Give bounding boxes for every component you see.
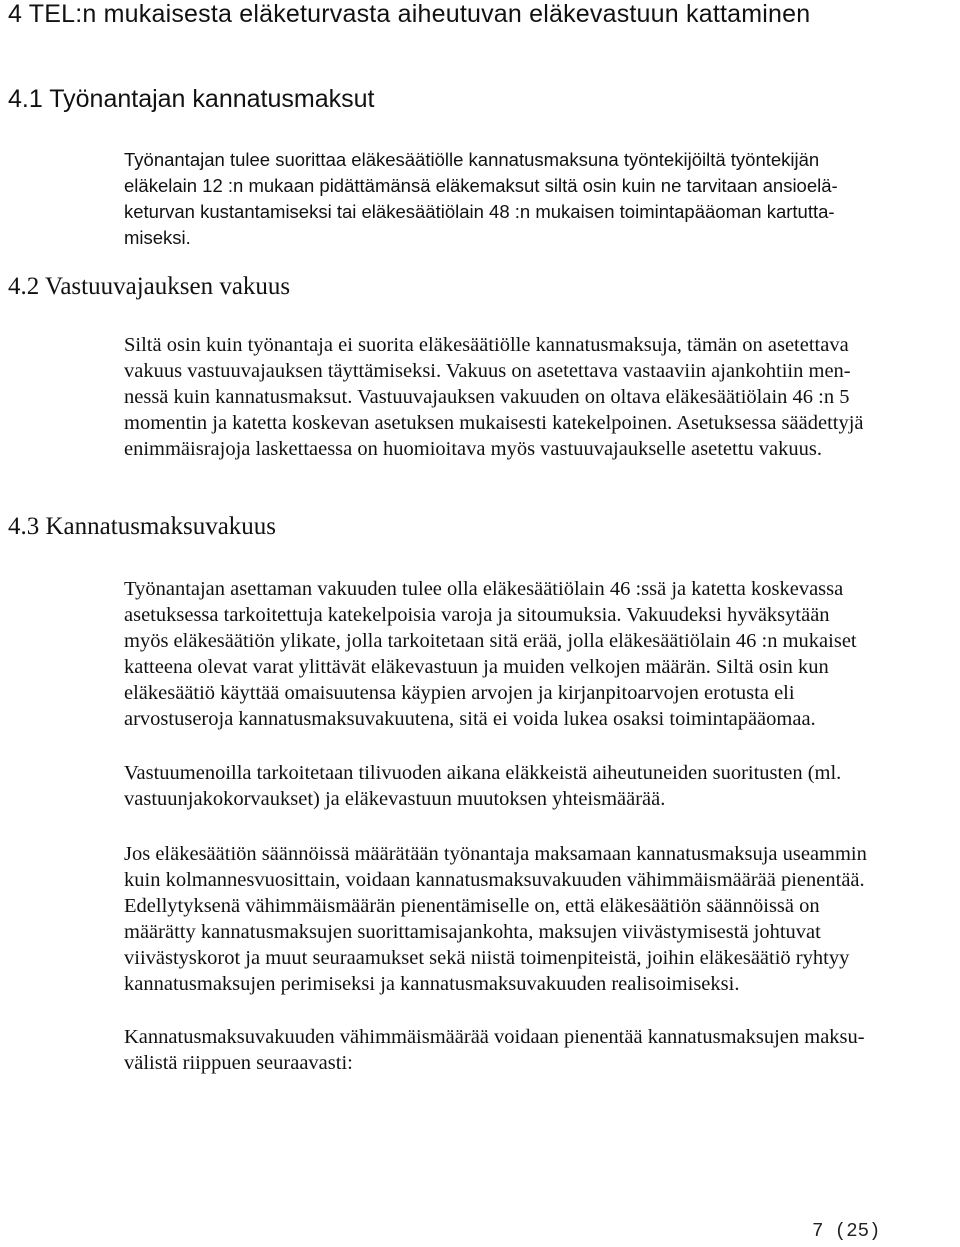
paragraph-4-3-d: [124, 1024, 865, 1076]
text-line: Työnantajan tulee suorittaa eläkesäätiölle kannatusmaksuna työntekijöiltä työntekijän: [124, 149, 820, 170]
text-line: vastuunjakokorvaukset) ja eläkevastuun muutoksen yhteismäärää.: [124, 788, 666, 810]
section-title-4-1: 4.1 Työnantajan kannatusmaksut: [8, 85, 375, 113]
text-line: Kannatusmaksuvakuuden vähimmäismäärää voidaan pienentää kannatusmaksujen maksu-: [124, 1026, 865, 1048]
text-line: viivästyskorot ja muut seuraamukset sekä niistä toimenpiteistä, joihin eläkesäätiö ryhtyy: [124, 947, 850, 969]
text-line: vakuus vastuuvajauksen täyttämiseksi. Vakuus on asetettava vastaaviin ajankohtiin men-: [124, 360, 851, 382]
text-line: määrätty kannatusmaksujen suorittamisajankohta, maksujen viivästymisestä johtuvat: [124, 921, 821, 943]
text-line: Edellytyksenä vähimmäismäärän pienentämiselle on, että eläkesäätiön säännöissä on: [124, 895, 820, 917]
text-line: katteena olevat varat ylittävät eläkevastuun ja muiden velkojen määrän. Siltä osin kun: [124, 656, 829, 678]
page-number: 7 (25): [812, 1220, 881, 1242]
text-line: myös eläkesäätiön ylikate, jolla tarkoitetaan sitä erää, jolla eläkesäätiölain 46 :n mukaiset: [124, 630, 857, 652]
text-line: Siltä osin kuin työnantaja ei suorita eläkesäätiölle kannatusmaksuja, tämän on asetettava: [124, 334, 849, 356]
paragraph-4-3-b: [124, 760, 841, 812]
text-line: nessä kuin kannatusmaksut. Vastuuvajauksen vakuuden on oltava eläkesäätiölain 46 :n 5: [124, 386, 850, 408]
section-title-4-3: 4.3 Kannatusmaksuvakuus: [8, 513, 277, 540]
text-line: momentin ja katetta koskevan asetuksen mukaisesti katekelpoinen. Asetuksessa säädettyjä: [124, 412, 864, 434]
text-line: eläkelain 12 :n mukaan pidättämänsä eläkemaksut siltä osin kuin ne tarvitaan ansioelä-: [124, 175, 838, 196]
paragraph-4-3-c: [124, 841, 867, 997]
text-line: miseksi.: [124, 227, 191, 248]
text-line: keturvan kustantamiseksi tai eläkesäätiölain 48 :n mukaisen toimintapääoman kartutta-: [124, 201, 835, 222]
text-line: kannatusmaksujen perimiseksi ja kannatusmaksuvakuuden realisoimiseksi.: [124, 973, 740, 995]
section-title-4-2: 4.2 Vastuuvajauksen vakuus: [8, 273, 291, 300]
paragraph-4-1: [124, 147, 838, 251]
text-line: kuin kolmannesvuosittain, voidaan kannatusmaksuvakuuden vähimmäismäärää pienentää.: [124, 869, 865, 891]
text-line: eläkesäätiö käyttää omaisuutensa käypien arvojen ja kirjanpitoarvojen erotusta eli: [124, 682, 795, 704]
text-line: välistä riippuen seuraavasti:: [124, 1052, 353, 1074]
text-line: arvostuseroja kannatusmaksuvakuutena, sitä ei voida lukea osaksi toimintapääomaa.: [124, 708, 816, 730]
text-line: Vastuumenoilla tarkoitetaan tilivuoden aikana eläkkeistä aiheutuneiden suoritusten (ml.: [124, 762, 842, 784]
paragraph-4-2: [124, 332, 864, 462]
document-heading: 4 TEL:n mukaisesta eläketurvasta aiheutuvan eläkevastuun kattaminen: [8, 0, 811, 28]
text-line: Jos eläkesäätiön säännöissä määrätään työnantaja maksamaan kannatusmaksuja useammin: [124, 843, 867, 865]
text-line: asetuksessa tarkoitettuja katekelpoisia varoja ja sitoumuksia. Vakuudeksi hyväksytään: [124, 604, 830, 626]
paragraph-4-3-a: [124, 576, 857, 732]
text-line: enimmäisrajoja laskettaessa on huomioitava myös vastuuvajaukselle asetettu vakuus.: [124, 438, 822, 460]
text-line: Työnantajan asettaman vakuuden tulee olla eläkesäätiölain 46 :ssä ja katetta koskevassa: [124, 578, 844, 600]
